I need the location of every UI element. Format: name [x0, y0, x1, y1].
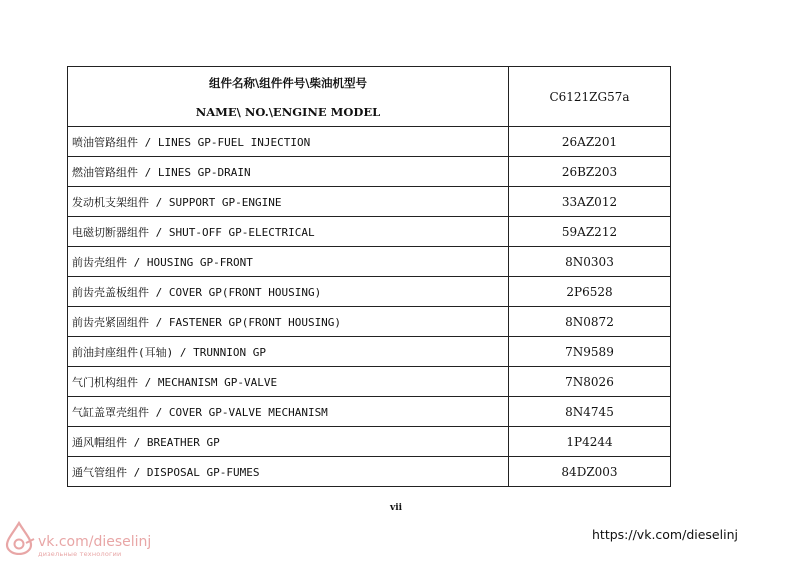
part-number: 1P4244: [509, 427, 671, 457]
part-number: 8N0303: [509, 247, 671, 277]
part-number: 84DZ003: [509, 457, 671, 487]
table-row: [68, 337, 671, 367]
part-name: 燃油管路组件 / LINES GP-DRAIN: [68, 157, 509, 187]
part-name: 气缸盖罩壳组件 / COVER GP-VALVE MECHANISM: [68, 397, 509, 427]
part-number: 59AZ212: [509, 217, 671, 247]
table-row: [68, 307, 671, 337]
part-name: 气门机构组件 / MECHANISM GP-VALVE: [68, 367, 509, 397]
footer-url[interactable]: https://vk.com/dieselinj: [592, 527, 738, 542]
table-row: [68, 247, 671, 277]
table-row: [68, 127, 671, 157]
part-name: 前油封座组件(耳轴) / TRUNNION GP: [68, 337, 509, 367]
table-row: [68, 217, 671, 247]
page-number: vii: [390, 503, 403, 513]
part-name: 前齿壳紧固组件 / FASTENER GP(FRONT HOUSING): [68, 307, 509, 337]
header-chinese: 组件名称\组件件号\柴油机型号: [209, 75, 367, 90]
part-name: 喷油管路组件 / LINES GP-FUEL INJECTION: [68, 127, 509, 157]
part-name: 通风帽组件 / BREATHER GP: [68, 427, 509, 457]
part-name: 发动机支架组件 / SUPPORT GP-ENGINE: [68, 187, 509, 217]
part-name: 前齿壳盖板组件 / COVER GP(FRONT HOUSING): [68, 277, 509, 307]
part-number: 26BZ203: [509, 157, 671, 187]
watermark-text: vk.com/dieselinj: [38, 534, 152, 550]
part-number: 26AZ201: [509, 127, 671, 157]
part-name: 通气管组件 / DISPOSAL GP-FUMES: [68, 457, 509, 487]
part-number: 33AZ012: [509, 187, 671, 217]
header-english: NAME\ NO.\ENGINE MODEL: [195, 104, 381, 119]
part-number: 8N4745: [509, 397, 671, 427]
table-row: [68, 187, 671, 217]
parts-table: [67, 66, 671, 487]
table-row: [68, 157, 671, 187]
table-row: [68, 397, 671, 427]
part-number: 8N0872: [509, 307, 671, 337]
header-name-cell: [68, 67, 509, 127]
table-row: [68, 277, 671, 307]
table-row: [68, 367, 671, 397]
part-number: 7N8026: [509, 367, 671, 397]
table-header-row: [68, 67, 671, 127]
part-name: 前齿壳组件 / HOUSING GP-FRONT: [68, 247, 509, 277]
part-number: 2P6528: [509, 277, 671, 307]
part-name: 电磁切断器组件 / SHUT-OFF GP-ELECTRICAL: [68, 217, 509, 247]
part-number: 7N9589: [509, 337, 671, 367]
table-row: [68, 427, 671, 457]
watermark-subtitle: дизельные технологии: [38, 550, 122, 558]
table-row: [68, 457, 671, 487]
droplet-logo-icon: [4, 521, 38, 555]
header-engine-model: C6121ZG57a: [509, 67, 671, 127]
